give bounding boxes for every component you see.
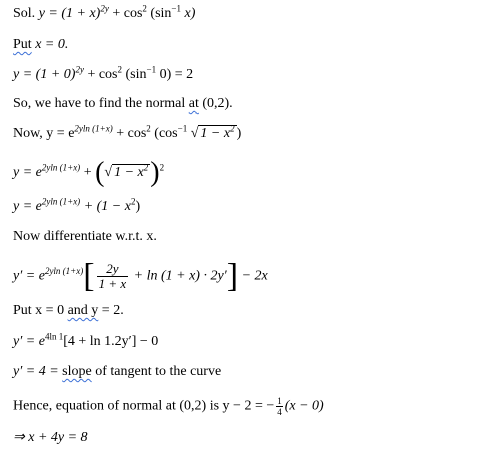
text: (0,2). (198, 96, 233, 111)
eq-text: + cos (83, 67, 118, 82)
sqrt: √ $1 - x^2$ (190, 123, 235, 141)
radicand: 1 − x (200, 126, 231, 141)
text: Hence, equation of normal at (0,2) is y − 2 = − (13, 398, 275, 414)
line-9 (13, 257, 268, 295)
radicand: 1 − x (114, 165, 144, 181)
denominator: 4 (277, 407, 282, 417)
numerator: 2y (97, 262, 129, 277)
text: = 2. (98, 303, 124, 318)
exponent: 2 (143, 162, 149, 173)
eq-text: y = e (13, 199, 42, 214)
eq-text: + cos (112, 126, 147, 141)
numerator: 1 (277, 396, 282, 406)
sqrt: √ $1 - x^2$ (104, 162, 149, 181)
eq-text: (cos (150, 126, 178, 141)
spellcheck-word: Put (13, 37, 32, 52)
exponent: 2 (117, 64, 122, 75)
line-2 (13, 35, 68, 55)
eq-text: ) (135, 199, 141, 214)
fraction (97, 262, 129, 291)
eq-text: y′ = e (13, 268, 45, 284)
eq-text: 0) = 2 (156, 67, 194, 82)
right-bracket: ] (226, 257, 239, 295)
fraction (276, 396, 283, 417)
line-7 (13, 197, 140, 217)
eq-text: (sin (146, 6, 172, 21)
sol-label: Sol. (13, 6, 36, 21)
exponent: 2yln (1+x) (44, 266, 84, 277)
eq-text: Now, y = e (13, 126, 75, 141)
line-6 (13, 157, 165, 188)
eq-text: [4 + ln 1.2y′] − 0 (63, 334, 159, 349)
exponent: −1 (177, 123, 188, 134)
eq-text: ) (236, 126, 242, 141)
line-11 (13, 332, 158, 352)
exponent: 2 (142, 3, 147, 14)
exponent: 2yln (1+x) (41, 196, 81, 207)
eq-text: y = e (13, 165, 42, 181)
eq-text: (x − 0) (284, 398, 324, 414)
eq-text: + (80, 165, 96, 181)
eq-text: (sin (122, 67, 147, 82)
exponent: 2y (100, 3, 109, 14)
exponent: 2 (146, 123, 151, 134)
exponent: 2y (75, 64, 84, 75)
eq-text: + (1 − x (80, 199, 131, 214)
exponent: −1 (171, 3, 181, 14)
eq-text: + ln (1 + x) · 2y′ (130, 268, 227, 284)
denominator: 1 + x (98, 276, 127, 291)
right-paren: ) (150, 157, 160, 188)
line-12 (13, 362, 221, 382)
text: of tangent to the curve (91, 364, 222, 379)
eq-text: y = (1 + x) (38, 6, 101, 21)
text: Put x = 0 (13, 303, 68, 318)
eq-text: ⇒ x + 4y = 8 (13, 430, 88, 445)
eq-text: y = (1 + 0) (13, 67, 76, 82)
left-paren: ( (95, 157, 105, 188)
text: So, we have to find the normal (13, 96, 189, 111)
line-1 (13, 4, 195, 24)
eq-text: y′ = 4 = (13, 364, 63, 379)
exponent: 2 (130, 196, 136, 207)
spellcheck-word: slope (62, 364, 92, 379)
line-14 (13, 428, 88, 448)
line-13 (13, 396, 324, 417)
exponent: 2 (159, 162, 165, 173)
line-10 (13, 301, 124, 321)
exponent: 2 (230, 123, 235, 134)
eq-text: y′ = e (13, 334, 45, 349)
exponent: 2yln (1+x) (41, 162, 81, 173)
exponent: 2yln (1+x) (74, 123, 113, 134)
exponent: −1 (146, 64, 157, 75)
line-3 (13, 65, 193, 85)
left-bracket: [ (83, 257, 95, 295)
text: Now differentiate w.r.t. x. (13, 229, 157, 244)
exponent: 4ln 1 (44, 331, 64, 342)
line-4 (13, 94, 233, 114)
spellcheck-word: at (188, 96, 199, 111)
eq-text: + cos (108, 6, 143, 21)
spellcheck-word: and y (67, 303, 99, 318)
eq-text: − 2x (238, 268, 268, 284)
line-8 (13, 227, 157, 247)
line-5 (13, 124, 241, 144)
eq-text: x) (180, 6, 196, 21)
eq-text: x = 0. (31, 37, 69, 52)
